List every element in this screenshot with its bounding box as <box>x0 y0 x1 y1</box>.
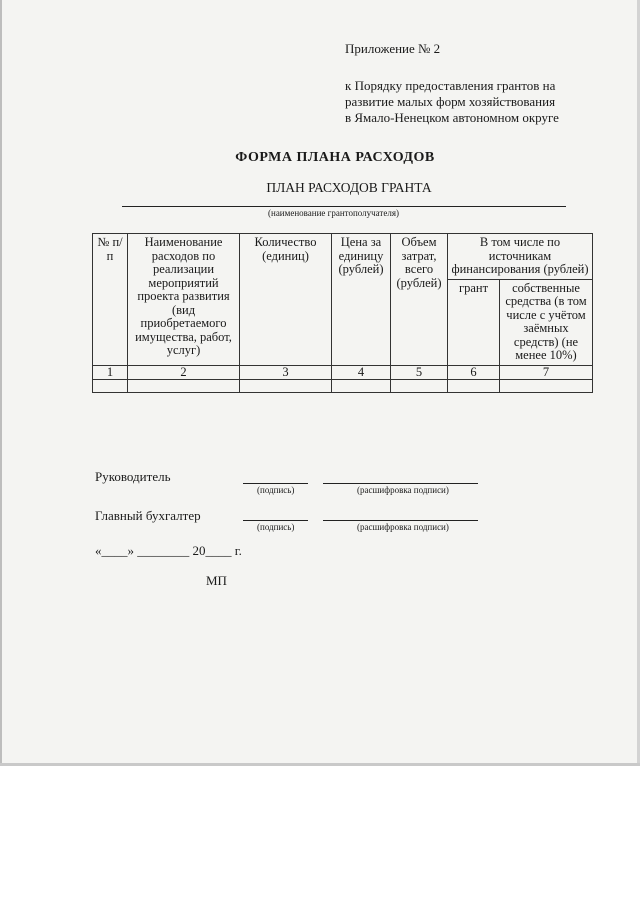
empty-cell <box>128 380 240 393</box>
scan-bottom-edge <box>0 763 640 766</box>
head-signature-caption: (подпись) <box>257 485 295 495</box>
column-number-cell: 1 <box>93 365 128 380</box>
scan-left-edge <box>0 0 2 765</box>
column-number-cell: 7 <box>500 365 593 380</box>
empty-cell <box>500 380 593 393</box>
table-column-numbers-row <box>93 365 593 380</box>
grantee-name-line <box>122 206 566 207</box>
accountant-decoding-line <box>323 520 478 521</box>
procedure-line-2: развитие малых форм хозяйствования <box>345 94 556 109</box>
header-cell-unit-price: Цена за единицу (рублей) <box>332 234 391 366</box>
date-line: «____» ________ 20____ г. <box>95 543 242 558</box>
procedure-line-3: в Ямало-Ненецком автономном округе <box>345 110 559 125</box>
empty-cell <box>448 380 500 393</box>
empty-cell <box>93 380 128 393</box>
accountant-signature-line <box>243 520 308 521</box>
column-number-cell: 2 <box>128 365 240 380</box>
expense-plan-table <box>92 233 593 393</box>
header-cell-funding-sources: В том числе по источникам финансирования (рублей) <box>448 234 593 280</box>
grantee-caption: (наименование грантополучателя) <box>268 208 399 218</box>
empty-cell <box>332 380 391 393</box>
header-cell-number: № п/п <box>93 234 128 366</box>
appendix-procedure-reference <box>345 78 615 126</box>
column-number-cell: 4 <box>332 365 391 380</box>
form-title: ФОРМА ПЛАНА РАСХОДОВ <box>235 150 435 165</box>
stamp-place: МП <box>206 573 227 588</box>
table-empty-row <box>93 380 593 393</box>
empty-cell <box>240 380 332 393</box>
empty-cell <box>391 380 448 393</box>
accountant-signature-caption: (подпись) <box>257 522 295 532</box>
accountant-label: Главный бухгалтер <box>95 508 201 523</box>
header-cell-expense-name: Наименование расходов по реализации мероприятий проекта развития (вид приобретаемого имущества, работ, услуг) <box>128 234 240 366</box>
header-cell-grant: грант <box>448 279 500 365</box>
column-number-cell: 6 <box>448 365 500 380</box>
column-number-cell: 5 <box>391 365 448 380</box>
accountant-decoding-caption: (расшифровка подписи) <box>357 522 449 532</box>
head-decoding-caption: (расшифровка подписи) <box>357 485 449 495</box>
head-decoding-line <box>323 483 478 484</box>
header-cell-quantity: Количество (единиц) <box>240 234 332 366</box>
table-header-row-1 <box>93 234 593 280</box>
appendix-number: Приложение № 2 <box>345 41 441 56</box>
head-label: Руководитель <box>95 469 171 484</box>
plan-subtitle: ПЛАН РАСХОДОВ ГРАНТА <box>266 180 432 195</box>
head-signature-line <box>243 483 308 484</box>
header-cell-own-funds: собственные средства (в том числе с учётом заёмных средств) (не менее 10%) <box>500 279 593 365</box>
column-number-cell: 3 <box>240 365 332 380</box>
header-cell-total-cost: Объем затрат, всего (рублей) <box>391 234 448 366</box>
procedure-line-1: к Порядку предоставления грантов на <box>345 78 556 93</box>
